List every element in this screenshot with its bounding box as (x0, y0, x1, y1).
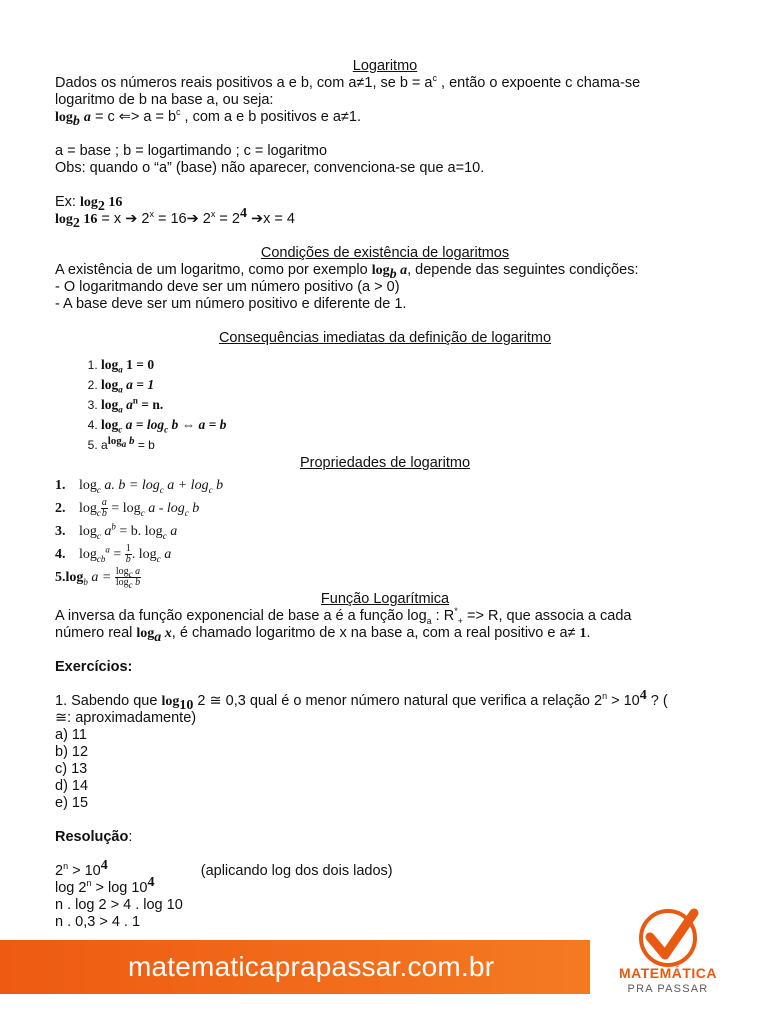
resolucao-title: Resolução: (55, 829, 133, 845)
option-a: a) 11 (55, 727, 87, 743)
list-item: 2. $\log_a a = 1$ (101, 375, 715, 395)
list-item: 5. $a^{log_a b} = b$ (101, 435, 715, 455)
option-c: c) 13 (55, 761, 88, 777)
obs-line: Obs: quando o “a” (base) não aparecer, convenciona-se que a=10. (55, 160, 485, 176)
funcao-line-1: A inversa da função exponencial de base a é a função $\log_a$ : $R^*_+ => R$, que associa a cada (55, 606, 632, 626)
condicoes-line-3: - A base deve ser um número positivo e diferente de 1. (55, 296, 407, 312)
consequencias-list (55, 355, 715, 455)
resolucao-line-1: $2^n > 10^4$ (aplicando log dos dois lados) (55, 858, 393, 879)
example-label: Ex: $\log_2 16$ (55, 194, 123, 214)
exercicios-title: Exercícios: (55, 659, 133, 675)
option-e: e) 15 (55, 795, 89, 811)
condicoes-line-2: - O logaritmando deve ser um número positivo (a > 0) (55, 279, 400, 295)
option-d: d) 14 (55, 778, 89, 794)
section-title-logaritmo: Logaritmo (352, 58, 418, 74)
intro-line-1: Dados os números reais positivos a e b, com a≠1, se $b = a^c$ , então o expoente c chama-se (55, 73, 641, 91)
section-title-condicoes: Condições de existência de logaritmos (260, 245, 510, 261)
propriedades-list (55, 474, 715, 589)
funcao-line-2: número real $\log_a x$, é chamado logaritmo de x na base a, com a real positivo e a≠ 1. (55, 625, 591, 645)
section-title-funcao: Função Logarítmica (320, 591, 450, 607)
document-body (55, 58, 715, 931)
options-list (55, 727, 715, 812)
list-item: 2. $\log_c$ $\frac{a}{b}$ = $\log_c a - \log_c b$ (55, 497, 200, 520)
resolucao-line-3: n . log 2 > 4 . log 10 (55, 897, 183, 913)
section-title-propriedades: Propriedades de logaritmo (299, 455, 471, 471)
example-line: $\log_2 16 = x$ ➔ $2^x$ = 16➔ $2^x = 2^4$ ➔x = 4 (55, 206, 295, 231)
resolucao-note: (aplicando log dos dois lados) (200, 863, 393, 879)
list-item: 4. $\log_c a = \log_c b$ ⇔ a = b (101, 415, 715, 435)
intro-line-2: logaritmo de b na base a, ou seja: (55, 92, 274, 108)
list-item: 4. $\log_{cb}^a$ = $\frac{1}{b}$ . $\log_c a$ (55, 543, 172, 566)
list-item: 3. $\log_c a^b = b$. $\log_c a$ (55, 521, 178, 541)
names-line: a = base ; b = logartimando ; c = logaritmo (55, 143, 328, 159)
logo-text-sub: PRA PASSAR (627, 983, 709, 995)
resolucao-line-4: n . 0,3 > 4 . 1 (55, 914, 141, 930)
logo-text-main: MATEMÁTICA (618, 965, 718, 981)
definition-line: $\log_b a = c$ ⇐> $a = b^c$ , com a e b positivos e a≠1. (55, 107, 361, 129)
option-b: b) 12 (55, 744, 89, 760)
list-item: 1. $\log_c a$. $b = \log_c a + \log_c b$ (55, 478, 224, 495)
list-item: 3. $\log_a a^n = n$. (101, 395, 715, 415)
list-item: 1. $\log_a 1 = 0$ (101, 355, 715, 375)
resolucao-line-2: $\log 2^n > \log 10^4$ (55, 875, 155, 896)
section-title-consequencias: Consequências imediatas da definição de logaritmo (218, 330, 552, 346)
question-1-line-2: ≅: aproximadamente) (55, 710, 197, 726)
site-url[interactable]: matematicaprapassar.com.br (128, 951, 495, 982)
condicoes-line-1: A existência de um logaritmo, como por exemplo $\log_b a$, depende das seguintes condições: (55, 262, 639, 282)
list-item: $5.\log_b$ a = $\frac{\log_c a}{\log_c b}$ (55, 566, 141, 591)
question-1: 1. Sabendo que $\log_{10} 2$ ≅ 0,3 qual é o menor número natural que verifica a relação $2^n > 10^4$ ? ( (55, 688, 668, 713)
